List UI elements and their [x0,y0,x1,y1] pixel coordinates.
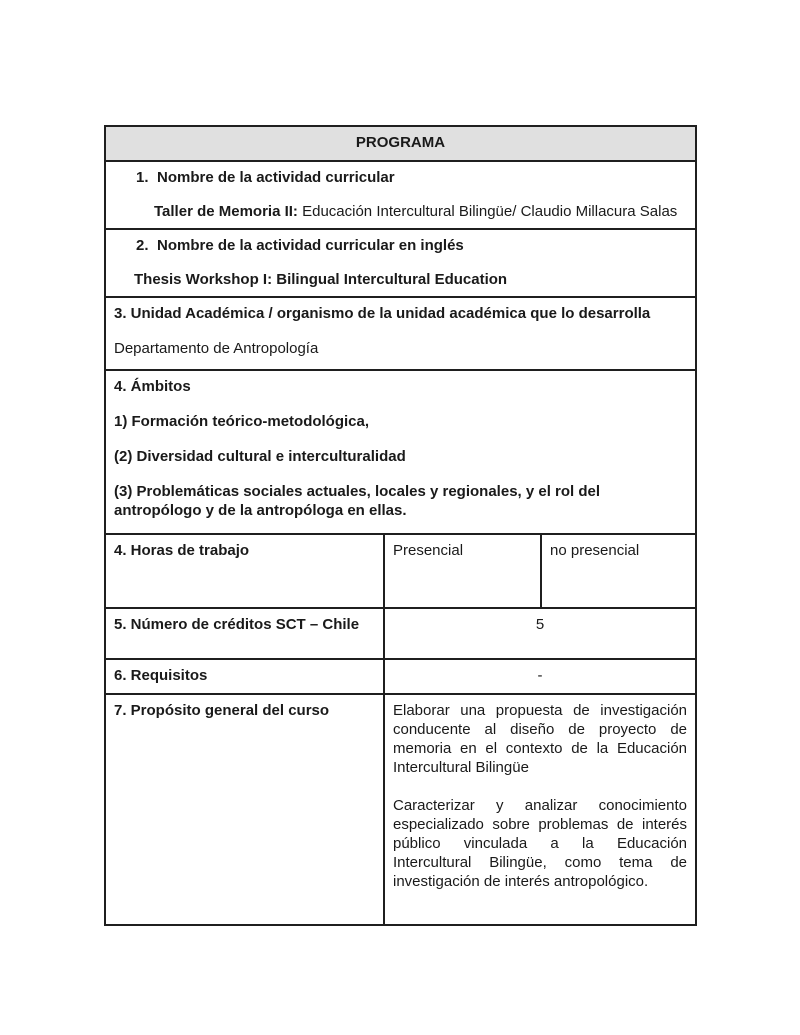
work-hours-no-presencial: no presencial [541,534,696,608]
table-row-work-hours [105,534,696,608]
ambitos-item-3: (3) Problemáticas sociales actuales, locales y regionales, y el rol del antropólogo y de la antropóloga en ellas. [114,483,601,519]
table-row-credits [105,608,696,659]
course-purpose-paragraph-1: Elaborar una propuesta de investigación conducente al diseño de proyecto de memoria en el contexto de la Educación Intercultural Bilingüe [393,702,688,776]
table-row-ambitos [105,370,696,534]
academic-unit-value: Departamento de Antropología [114,340,319,357]
activity-name-label: Nombre de la actividad curricular [157,169,395,186]
ambitos-item-2: (2) Diversidad cultural e interculturalidad [114,448,406,465]
requisites-value: - [384,659,696,694]
program-table [104,125,697,926]
item-number: 1. [136,169,149,186]
credits-value: 5 [384,608,696,659]
course-purpose-paragraph-2: Caracterizar y analizar conocimiento especializado sobre problemas de interés público vinculada a la Educación Intercultural Bilingüe, como tema de investigación de interés antropológico. [393,797,688,890]
table-row-header [105,126,696,161]
work-hours-label: 4. Horas de trabajo [105,534,384,608]
academic-unit-cell [105,297,696,370]
activity-name-value [154,202,687,221]
table-row-academic-unit [105,297,696,370]
ambitos-cell [105,370,696,534]
course-purpose-cell [384,694,696,925]
program-title-cell [105,126,696,161]
activity-name-english-label: Nombre de la actividad curricular en inglés [157,237,464,254]
course-purpose-label: 7. Propósito general del curso [105,694,384,925]
table-row-requisites [105,659,696,694]
credits-label: 5. Número de créditos SCT – Chile [105,608,384,659]
activity-name-heading [136,168,687,187]
ambitos-item-1: 1) Formación teórico-metodológica, [114,413,370,430]
activity-name-english-heading [136,236,687,255]
course-name-detail: Educación Intercultural Bilingüe/ Claudio Millacura Salas [297,203,678,220]
activity-name-english-cell [105,229,696,297]
activity-name-cell [105,161,696,229]
ambitos-label: 4. Ámbitos [114,378,191,395]
academic-unit-label: 3. Unidad Académica / organismo de la unidad académica que lo desarrolla [114,305,651,322]
requisites-label: 6. Requisitos [105,659,384,694]
program-title: PROGRAMA [355,134,446,151]
course-name-bold: Taller de Memoria II: [154,203,298,220]
course-name-english: Thesis Workshop I: Bilingual Intercultural Education [134,271,508,288]
table-row-activity-name [105,161,696,229]
work-hours-presencial: Presencial [384,534,541,608]
item-number: 2. [136,237,149,254]
table-row-course-purpose [105,694,696,925]
table-row-activity-name-english [105,229,696,297]
